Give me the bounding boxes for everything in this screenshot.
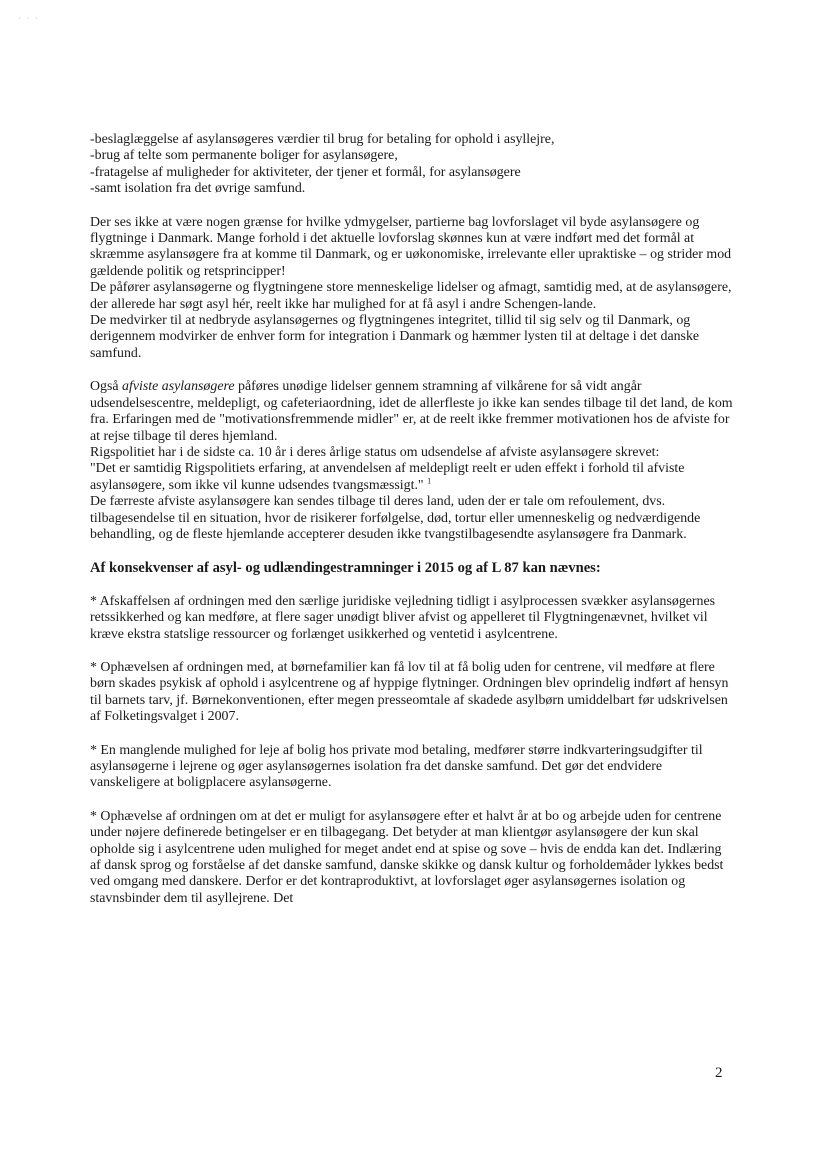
italic-term: afviste asylansøgere	[122, 379, 235, 395]
text-span: påføres unødige lidelser gennem stramning af vilkårene for så vidt angår udsendelsescentre, meldepligt, og cafeteriaordning, idet de allerfleste jo ikke kan sendes tilbage til det land, de kom fra. Erfaringen med de "motivationsfremmende midler" er, at de reelt ikke fremmer motivationen hos de afviste for at rejse tilbage til deres hjemland.	[90, 379, 733, 444]
bullet-paragraph: * Ophævelse af ordningen om at det er muligt for asylansøgere efter et halvt år at bo og arbejde uden for centrene under nøjere definerede betingelser er en tilbagegang. Det betyder at man klientgør asylansøgere der kun skal opholde sig i asylcentrene uden mulighed for meget andet end at spise og sove – hvis de endda kan det. Indlæring af dansk sprog og forståelse af det danske samfund, danske skikke og dansk kultur og forholdemåder lykkes bedst ved omgang med danskere. Derfor er det kontraproduktivt, at lovforslaget øger asylansøgernes isolation og stavnsbinder dem til asyllejrene. Det	[90, 808, 724, 906]
paragraph	[90, 379, 735, 445]
paragraph: Der ses ikke at være nogen grænse for hvilke ydmygelser, partierne bag lovforslaget vil byde asylansøgere og flygtninge i Danmark. Mange forhold i det aktuelle lovforslag skønnes kun at være indført med det formål at skræmme asylansøgere fra at komme til Danmark, og er uøkonomiske, irrelevante eller upraktiske – og strider mod gældende politik og retsprincipper!	[90, 214, 732, 279]
text-span: Også	[90, 379, 123, 395]
page-number: 2	[715, 1065, 723, 1081]
paragraph: Rigspolitiet har i de sidste ca. 10 år i deres årlige status om udsendelse af afviste asylansøgere skrevet:	[90, 444, 660, 460]
corner-mark: · · ·	[18, 14, 40, 23]
list-item: -beslaglæggelse af asylansøgeres værdier til brug for betaling for ophold i asyllejre,	[90, 132, 555, 147]
paragraph: De færreste afviste asylansøgere kan sendes tilbage til deres land, uden der er tale om refoulement, dvs. tilbagesendelse til en situation, hvor de risikerer forfølgelse, død, tortur eller umenneskelig og nedværdigende behandling, og de fleste hjemlande accepterer desuden ikke tvangstilbagesendte asylansøgere fra Danmark.	[90, 494, 701, 542]
bullet-paragraph: * En manglende mulighed for leje af bolig hos private mod betaling, medfører større indkvarteringsudgifter til asylansøgerne i lejrene og øger asylansøgernes isolation fra det danske samfund. Det gør det endvidere vanskeligere at boligplacere asylansøgerne.	[90, 742, 703, 791]
paragraph: De påfører asylansøgerne og flygtningene store menneskelige lidelser og afmagt, samtidig med, at de asylansøgere, der allerede har søgt asyl hér, reelt ikke har mulighed for at få asyl i andre Schengen-lande.	[90, 280, 732, 312]
document-body	[90, 132, 735, 907]
list-item: -fratagelse af muligheder for aktiviteter, der tjener et formål, for asylansøgere	[90, 164, 521, 180]
restriction-list	[90, 132, 735, 198]
quote-paragraph	[90, 461, 735, 494]
bullet-paragraph: * Ophævelsen af ordningen med, at børnefamilier kan få lov til at få bolig uden for centrene, vil medføre at flere børn skades psykisk af ophold i asylcentrene og af hyppige flytninger. Ordningen blev oprindelig indført af hensyn til barnets tarv, jf. Børnekonventionen, efter megen presseomtale af skadede asylbørn umiddelbart før udskrivelsen af Folketingsvalget i 2007.	[90, 659, 729, 725]
list-item: -brug af telte som permanente boliger for asylansøgere,	[90, 148, 398, 164]
footnote-reference: 1	[427, 476, 432, 486]
paragraph: De medvirker til at nedbryde asylansøgernes og flygtningenes integritet, tillid til sig selv og til Danmark, og derigennem modvirker de enhver form for integration i Danmark og hæmmer lysten til at deltage i det danske samfund.	[90, 313, 700, 361]
section-heading: Af konsekvenser af asyl- og udlændingestramninger i 2015 og af L 87 kan nævnes:	[90, 560, 601, 577]
list-item: -samt isolation fra det øvrige samfund.	[90, 181, 306, 197]
bullet-paragraph: * Afskaffelsen af ordningen med den særlige juridiske vejledning tidligt i asylprocessen svækker asylansøgernes retssikkerhed og kan medføre, at flere sager unødigt bliver afvist og appelleret til Flygtningenævnet, hvilket vil kræve ekstra statslige ressourcer og forlænget usikkerhed og ventetid i asylcentrene.	[90, 593, 716, 642]
quote-text: "Det er samtidig Rigspolitiets erfaring, at anvendelsen af meldepligt reelt er uden effekt i forhold til afviste asylansøgere, som ikke vil kunne udsendes tvangsmæssigt."	[90, 461, 685, 493]
